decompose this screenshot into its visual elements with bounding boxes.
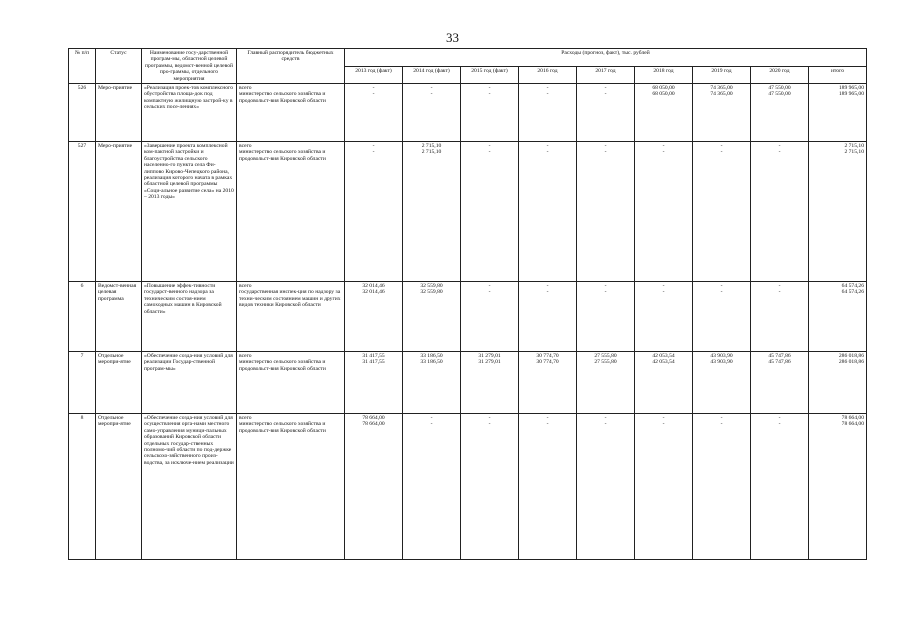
distributor-total-label: всего bbox=[239, 143, 252, 150]
value-org: - bbox=[430, 421, 433, 428]
value-org: - bbox=[488, 91, 491, 98]
table-body bbox=[69, 84, 867, 560]
value-total: 31 417,55 bbox=[362, 353, 385, 360]
value-total: 68 050,00 bbox=[652, 85, 675, 92]
value-org: - bbox=[778, 289, 781, 296]
value-org: 64 574,26 bbox=[841, 289, 865, 296]
value-total: - bbox=[604, 415, 607, 422]
value-cell bbox=[403, 414, 461, 560]
row-distributor bbox=[237, 352, 345, 414]
value-cell bbox=[693, 84, 751, 142]
row-num: 8 bbox=[69, 414, 96, 560]
value-cell-total bbox=[809, 414, 867, 560]
value-org: - bbox=[778, 421, 781, 428]
value-org: 33 186,50 bbox=[420, 359, 443, 366]
value-org: - bbox=[546, 421, 549, 428]
value-cell bbox=[635, 282, 693, 352]
value-org: - bbox=[662, 149, 665, 156]
value-org: 74 365,00 bbox=[710, 91, 733, 98]
value-total: 64 574,26 bbox=[841, 283, 865, 290]
value-cell-total bbox=[809, 84, 867, 142]
distributor-total-label: всего bbox=[239, 415, 252, 422]
value-total: - bbox=[546, 143, 549, 150]
value-cell bbox=[403, 282, 461, 352]
value-total: - bbox=[720, 143, 723, 150]
value-org: 2 715,10 bbox=[421, 149, 442, 156]
distributor-org: министерство сельского хозяйства и продовольст-вия Кировской области bbox=[239, 91, 326, 104]
distributor-org: государственная инспек-ция по надзору за техни-ческим состоянием машин и других видов техники Кировской области bbox=[239, 289, 341, 309]
value-org: 32 559,80 bbox=[420, 289, 443, 296]
value-cell-total bbox=[809, 352, 867, 414]
value-total: - bbox=[662, 143, 665, 150]
value-org: - bbox=[372, 149, 375, 156]
value-cell bbox=[345, 84, 403, 142]
value-cell bbox=[461, 142, 519, 282]
value-total: - bbox=[546, 415, 549, 422]
value-total: 42 053,54 bbox=[652, 353, 675, 360]
value-org: 78 664,00 bbox=[841, 421, 865, 428]
value-org: - bbox=[662, 289, 665, 296]
value-cell bbox=[635, 142, 693, 282]
value-org: - bbox=[720, 421, 723, 428]
distributor-total-label: всего bbox=[239, 283, 252, 290]
value-org: - bbox=[488, 421, 491, 428]
value-org: 30 774,70 bbox=[536, 359, 559, 366]
value-total: 45 747,86 bbox=[768, 353, 791, 360]
value-total: - bbox=[604, 143, 607, 150]
header-expenses: Расходы (прогноз, факт), тыс. рублей bbox=[345, 49, 867, 67]
value-cell bbox=[577, 142, 635, 282]
value-org: - bbox=[604, 91, 607, 98]
value-org: 43 903,90 bbox=[710, 359, 733, 366]
value-org: 286 018,86 bbox=[838, 359, 865, 366]
row-status: Ведомст-венная целевая программа bbox=[96, 282, 142, 352]
value-total: 32 559,80 bbox=[420, 283, 443, 290]
header-year: 2013 год (факт) bbox=[345, 66, 403, 84]
distributor-total-label: всего bbox=[239, 85, 252, 92]
value-cell-total bbox=[809, 142, 867, 282]
value-cell bbox=[751, 142, 809, 282]
table-row bbox=[69, 414, 867, 560]
value-total: - bbox=[604, 85, 607, 92]
value-org: 47 550,00 bbox=[768, 91, 791, 98]
header-total: итого bbox=[809, 66, 867, 84]
value-total: 74 365,00 bbox=[710, 85, 733, 92]
header-name: Наименование госу-дарственной програм-мы, областной целевой программы, ведомст-венной целевой про-граммы, отдельного мероприятия bbox=[142, 49, 237, 84]
row-distributor bbox=[237, 414, 345, 560]
value-total: - bbox=[662, 283, 665, 290]
value-cell bbox=[345, 414, 403, 560]
value-cell bbox=[693, 142, 751, 282]
value-cell bbox=[403, 84, 461, 142]
value-cell bbox=[461, 352, 519, 414]
value-cell bbox=[635, 84, 693, 142]
value-total: 47 550,00 bbox=[768, 85, 791, 92]
value-total: 30 774,70 bbox=[536, 353, 559, 360]
value-cell bbox=[577, 352, 635, 414]
value-total: - bbox=[720, 415, 723, 422]
value-cell bbox=[345, 142, 403, 282]
value-total: 31 279,01 bbox=[478, 353, 501, 360]
value-org: - bbox=[604, 289, 607, 296]
distributor-total-label: всего bbox=[239, 353, 252, 360]
value-total: - bbox=[372, 85, 375, 92]
row-distributor bbox=[237, 142, 345, 282]
value-org: - bbox=[720, 289, 723, 296]
row-num: 7 bbox=[69, 352, 96, 414]
distributor-org: министерство сельского хозяйства и продовольст-вия Кировской области bbox=[239, 421, 326, 434]
value-cell bbox=[751, 352, 809, 414]
value-org: 32 014,46 bbox=[362, 289, 385, 296]
header-year: 2016 год bbox=[519, 66, 577, 84]
value-cell bbox=[693, 282, 751, 352]
value-org: 31 417,55 bbox=[362, 359, 385, 366]
value-total: - bbox=[720, 283, 723, 290]
page-number: 33 bbox=[446, 30, 459, 45]
value-total: 32 014,46 bbox=[362, 283, 385, 290]
value-cell bbox=[577, 84, 635, 142]
value-org: - bbox=[372, 91, 375, 98]
value-total: - bbox=[604, 283, 607, 290]
header-year: 2017 год bbox=[577, 66, 635, 84]
row-num: 6 bbox=[69, 282, 96, 352]
value-total: 33 186,50 bbox=[420, 353, 443, 360]
value-org: - bbox=[604, 149, 607, 156]
row-distributor bbox=[237, 84, 345, 142]
value-org: 78 664,00 bbox=[362, 421, 385, 428]
value-cell bbox=[751, 414, 809, 560]
value-org: - bbox=[430, 91, 433, 98]
value-cell bbox=[635, 352, 693, 414]
header-year: 2014 год (факт) bbox=[403, 66, 461, 84]
value-org: - bbox=[488, 149, 491, 156]
value-total: 2 715,10 bbox=[844, 143, 865, 150]
value-total: - bbox=[488, 143, 491, 150]
row-distributor bbox=[237, 282, 345, 352]
value-total: - bbox=[778, 415, 781, 422]
table-row bbox=[69, 84, 867, 142]
distributor-org: министерство сельского хозяйства и продовольст-вия Кировской области bbox=[239, 149, 326, 162]
value-cell bbox=[519, 414, 577, 560]
value-org: - bbox=[662, 421, 665, 428]
value-cell bbox=[345, 282, 403, 352]
budget-table-sheet bbox=[68, 48, 868, 560]
value-total: - bbox=[430, 85, 433, 92]
row-name: «Обеспечение созда-ния условий для осуществления орга-нами местного само-управления муници-пальных образований Кировской области отдельных государ-ственных полномо-чий области по под-держке сельскохо-зяйственного произ-водства, за исключе-нием реализации bbox=[142, 414, 237, 560]
value-org: - bbox=[546, 149, 549, 156]
value-total: - bbox=[662, 415, 665, 422]
value-cell bbox=[519, 352, 577, 414]
value-cell bbox=[693, 414, 751, 560]
value-org: 31 279,01 bbox=[478, 359, 501, 366]
row-status: Отдельное меропри-ятие bbox=[96, 352, 142, 414]
value-total: 78 664,00 bbox=[362, 415, 385, 422]
value-cell bbox=[461, 414, 519, 560]
value-total: 2 715,10 bbox=[421, 143, 442, 150]
value-cell bbox=[519, 142, 577, 282]
row-status: Отдельное меропри-ятие bbox=[96, 414, 142, 560]
row-name: «Реализация проек-тов комплексного обустройства площа-док под компактную жилищную застрой-ку в сельских посе-лениях» bbox=[142, 84, 237, 142]
value-cell bbox=[577, 282, 635, 352]
header-year: 2015 год (факт) bbox=[461, 66, 519, 84]
row-name: «Завершение проекта комплексной ком-пактной застройки и благоустройства сельского населенно-го пункта села Фи-липпово Кирово-Чепецкого района, реализация которого начата в рамках областной целевой программы «Соци-альное развитие села» на 2010 – 2013 годы» bbox=[142, 142, 237, 282]
value-org: 189 965,00 bbox=[838, 91, 865, 98]
row-name: «Повышение эффек-тивности государст-венного надзора за техническим состоя-нием самоходных машин в Кировской области» bbox=[142, 282, 237, 352]
value-cell bbox=[751, 84, 809, 142]
value-org: 27 555,80 bbox=[594, 359, 617, 366]
distributor-org: министерство сельского хозяйства и продовольст-вия Кировской области bbox=[239, 359, 326, 372]
value-total: - bbox=[488, 283, 491, 290]
value-total: - bbox=[778, 143, 781, 150]
value-total: - bbox=[546, 85, 549, 92]
value-org: - bbox=[778, 149, 781, 156]
row-name: «Обеспечение созда-ния условий для реализации Государ-ственной програм-мы» bbox=[142, 352, 237, 414]
value-org: 45 747,86 bbox=[768, 359, 791, 366]
value-org: - bbox=[488, 289, 491, 296]
value-total: 189 965,00 bbox=[838, 85, 865, 92]
value-cell bbox=[461, 282, 519, 352]
budget-table bbox=[68, 48, 867, 560]
value-total: 27 555,80 bbox=[594, 353, 617, 360]
value-total: 43 903,90 bbox=[710, 353, 733, 360]
value-total: - bbox=[488, 85, 491, 92]
value-total: - bbox=[488, 415, 491, 422]
value-cell bbox=[345, 352, 403, 414]
value-total: 78 664,00 bbox=[841, 415, 865, 422]
header-row-top bbox=[69, 49, 867, 67]
value-total: - bbox=[372, 143, 375, 150]
header-num: № п/п bbox=[69, 49, 96, 84]
header-year: 2018 год bbox=[635, 66, 693, 84]
table-row bbox=[69, 282, 867, 352]
table-row bbox=[69, 142, 867, 282]
row-num: 526 bbox=[69, 84, 96, 142]
value-cell-total bbox=[809, 282, 867, 352]
value-cell bbox=[635, 414, 693, 560]
value-org: - bbox=[546, 91, 549, 98]
value-total: - bbox=[546, 283, 549, 290]
value-cell bbox=[693, 352, 751, 414]
value-cell bbox=[519, 84, 577, 142]
value-org: - bbox=[604, 421, 607, 428]
row-status: Меро-приятие bbox=[96, 142, 142, 282]
value-cell bbox=[751, 282, 809, 352]
row-status: Меро-приятие bbox=[96, 84, 142, 142]
value-org: 42 053,54 bbox=[652, 359, 675, 366]
header-status: Статус bbox=[96, 49, 142, 84]
value-org: 2 715,10 bbox=[844, 149, 865, 156]
value-cell bbox=[577, 414, 635, 560]
row-num: 527 bbox=[69, 142, 96, 282]
table-row bbox=[69, 352, 867, 414]
value-org: 68 050,00 bbox=[652, 91, 675, 98]
header-year: 2020 год bbox=[751, 66, 809, 84]
header-year: 2019 год bbox=[693, 66, 751, 84]
value-total: 286 018,86 bbox=[838, 353, 865, 360]
value-total: - bbox=[778, 283, 781, 290]
value-org: - bbox=[720, 149, 723, 156]
value-cell bbox=[403, 352, 461, 414]
value-cell bbox=[519, 282, 577, 352]
value-org: - bbox=[546, 289, 549, 296]
value-total: - bbox=[430, 415, 433, 422]
value-cell bbox=[461, 84, 519, 142]
header-distributor: Главный распорядитель бюджетных средств bbox=[237, 49, 345, 84]
value-cell bbox=[403, 142, 461, 282]
